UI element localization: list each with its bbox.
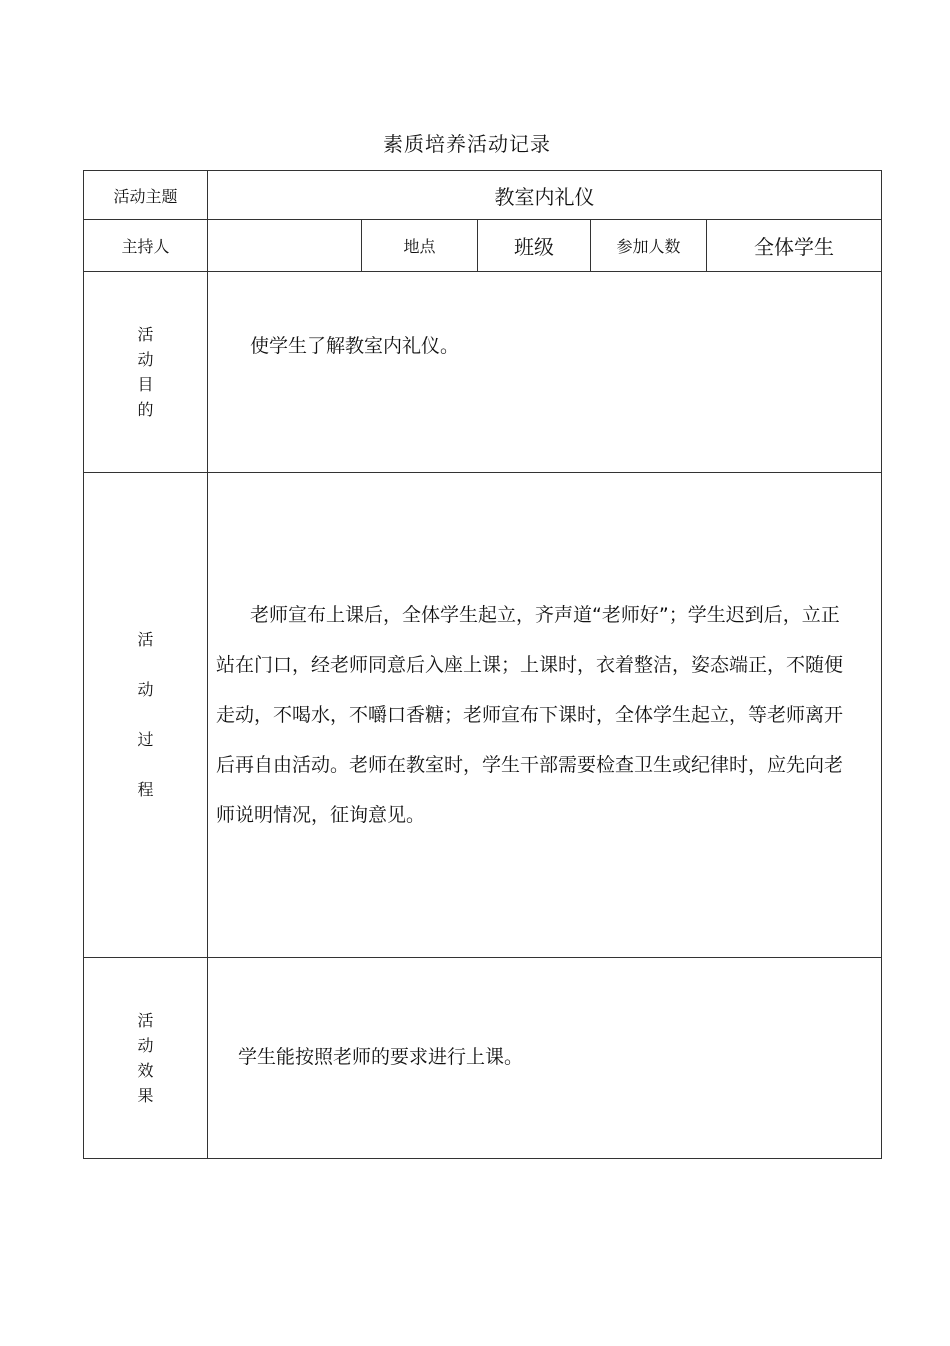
purpose-label-char: 目	[137, 375, 154, 394]
purpose-label-char: 的	[137, 400, 154, 419]
effect-label-char: 效	[137, 1061, 154, 1080]
effect-row	[84, 958, 882, 1159]
theme-label: 活动主题	[84, 171, 208, 220]
purpose-row	[84, 272, 882, 473]
participants-value: 全体学生	[707, 220, 882, 272]
process-row	[84, 473, 882, 958]
location-label: 地点	[362, 220, 478, 272]
process-label-char: 程	[137, 780, 154, 799]
location-value: 班级	[478, 220, 591, 272]
process-label-char: 活	[137, 630, 154, 649]
host-value	[208, 220, 362, 272]
purpose-label-char: 动	[137, 350, 154, 369]
theme-row	[84, 171, 882, 220]
theme-value: 教室内礼仪	[208, 171, 882, 220]
purpose-label	[84, 272, 208, 473]
effect-label-char: 果	[137, 1086, 154, 1105]
process-label	[84, 473, 208, 958]
effect-text: 学生能按照老师的要求进行上课。	[238, 1046, 524, 1068]
document-title: 素质培养活动记录	[383, 132, 551, 156]
effect-label	[84, 958, 208, 1159]
process-text: 老师宣布上课后，全体学生起立，齐声道“老师好”；学生迟到后，立正站在门口，经老师同意后入座上课；上课时，衣着整洁，姿态端正，不随便走动，不喝水，不嚼口香糖；老师宣布下课时，全体学生起立，等老师离开后再自由活动。老师在教室时，学生干部需要检查卫生或纪律时，应先向老师说明情况，征询意见。	[216, 604, 844, 826]
info-row	[84, 220, 882, 272]
effect-label-char: 动	[137, 1036, 154, 1055]
participants-label: 参加人数	[591, 220, 707, 272]
process-label-char: 过	[137, 730, 154, 749]
process-content	[208, 473, 882, 958]
host-label: 主持人	[84, 220, 208, 272]
effect-content	[208, 958, 882, 1159]
activity-record-table	[83, 170, 882, 1159]
purpose-label-char: 活	[137, 325, 154, 344]
purpose-content	[208, 272, 882, 473]
purpose-text: 使学生了解教室内礼仪。	[250, 335, 460, 357]
process-label-char: 动	[137, 680, 154, 699]
effect-label-char: 活	[137, 1011, 154, 1030]
